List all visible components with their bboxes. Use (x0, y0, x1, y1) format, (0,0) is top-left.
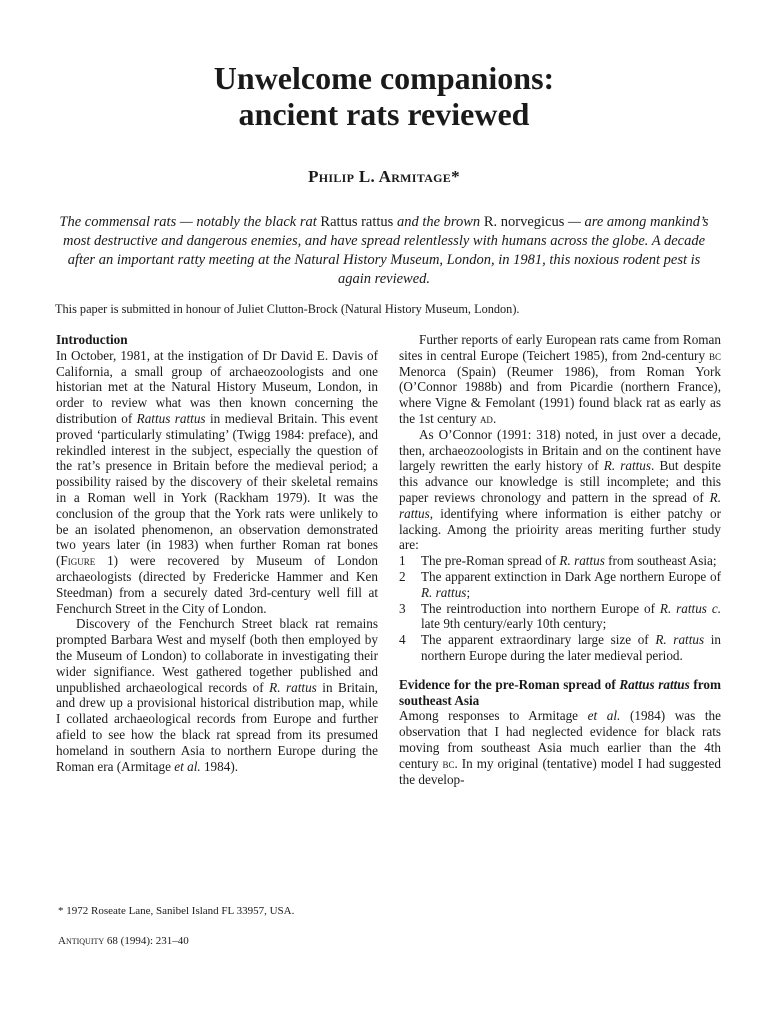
abstract-text-2: and the brown (393, 214, 484, 230)
list-number: 4 (399, 632, 406, 648)
priority-list (399, 553, 721, 664)
abstract-text-3: — are among mankind’s most destructive and dangerous enemies, and have spread relentlessly with humans across the globe. A decade after an important ratty meeting at the Natural History Museum, London, in 1981, this noxious rodent pest is again reviewed. (62, 214, 709, 287)
paragraph: Further reports of early European rats came from Roman sites in central Europe (Teichert 1985), from 2nd-century bc Menorca (Spain) (Reumer 1986), from Roman York (O’Connor 1988b) and from Picardie (northern France), where Vigne & Femolant (1991) found black rat as early as the 1st century ad. (399, 332, 721, 426)
title-line-1: Unwelcome companions: (213, 60, 555, 96)
figure-reference: Figure (60, 553, 96, 569)
title-line-2: ancient rats reviewed (238, 96, 530, 132)
paragraph: As O’Connor (1991: 318) noted, in just over a decade, then, archaeozoologists in Britain and on the continent have largely rewritten the early history of R. rattus. But despite this advance our knowledge is still incomplete; and this paper reviews chronology and pattern in the spread of R. rattus, identifying where information is either patchy or lacking. Among the prioirity areas meriting further study are: (399, 426, 721, 553)
author-name: Philip L. Armitage* (308, 167, 460, 186)
list-item: 3 The reintroduction into northern Europe of R. rattus c. late 9th century/early 10th century; (399, 600, 721, 632)
abstract-text-1: The commensal rats — notably the black rat (59, 214, 321, 230)
list-number: 3 (399, 600, 406, 616)
journal-citation (58, 934, 458, 948)
author-address-footnote: * 1972 Roseate Lane, Sanibel Island FL 33957, USA. (58, 905, 295, 917)
list-number: 1 (399, 553, 406, 569)
paragraph: In October, 1981, at the instigation of Dr David E. Davis of California, a small group of archaeozoologists and one historian met at the Natural History Museum, London, in order to review what was then known concerning the distribution of Rattus rattus in medieval Britain. This event proved ‘particularly stimulating’ (Twigg 1984: preface), and rekindled interest in the subject, especially the question of the rat’s presence in Britain before the medieval period; a possibility raised by the discovery of their skeletal remains in a Roman well in York (Rackham 1979). It was the conclusion of the group that the York rats were unlikely to be an isolated phenomenon, an observation demonstrated two years later (in 1983) when further Roman rat bones (Figure 1) were recovered by Museum of London archaeologists (directed by Fredericke Hammer and Ken Steedman) from a securely dated 3rd-century well fill at Fenchurch Street in the City of London. (56, 347, 378, 616)
list-item: 4 The apparent extraordinary large size of R. rattus in northern Europe during the later medieval period. (399, 632, 721, 663)
paragraph: Among responses to Armitage et al. (1984) was the observation that I had neglected evidence for black rats moving from southeast Asia much earlier than the 4th century bc. In my original (tentative) model I had suggested the develop- (399, 708, 722, 787)
paragraph: Discovery of the Fenchurch Street black rat remains prompted Barbara West and myself (both then employed by the Museum of London) to collaborate in investigating their wider signifiance. West gathered together published and unpublished archaeological records of R. rattus in Britain, and drew up a provisional historical distribution map, while I collated archaeological records from Europe and further afield to see how the black rat spread from its presumed homeland in southern Asia to northern Europe during the Roman era (Armitage et al. 1984). (56, 616, 378, 774)
left-column (56, 332, 378, 774)
list-item: 1 The pre-Roman spread of R. rattus from southeast Asia; (399, 553, 717, 569)
section-heading-introduction: Introduction (56, 332, 128, 347)
right-column (399, 332, 721, 787)
journal-name: Antiquity (58, 935, 105, 947)
abstract (55, 213, 713, 289)
journal-volume-pages: 68 (1994): 231–40 (104, 935, 189, 947)
list-number: 2 (399, 568, 406, 584)
abstract-species-2: R. norvegicus (483, 214, 565, 230)
abstract-species-1: Rattus rattus (320, 214, 394, 230)
article-title (0, 60, 768, 132)
dedication-note: This paper is submitted in honour of Juliet Clutton-Brock (Natural History Museum, London). (55, 302, 520, 316)
list-item: 2 The apparent extinction in Dark Age northern Europe of R. rattus; (399, 568, 721, 600)
section-heading-pre-roman-spread: Evidence for the pre-Roman spread of Rattus rattus from southeast Asia (399, 676, 721, 708)
